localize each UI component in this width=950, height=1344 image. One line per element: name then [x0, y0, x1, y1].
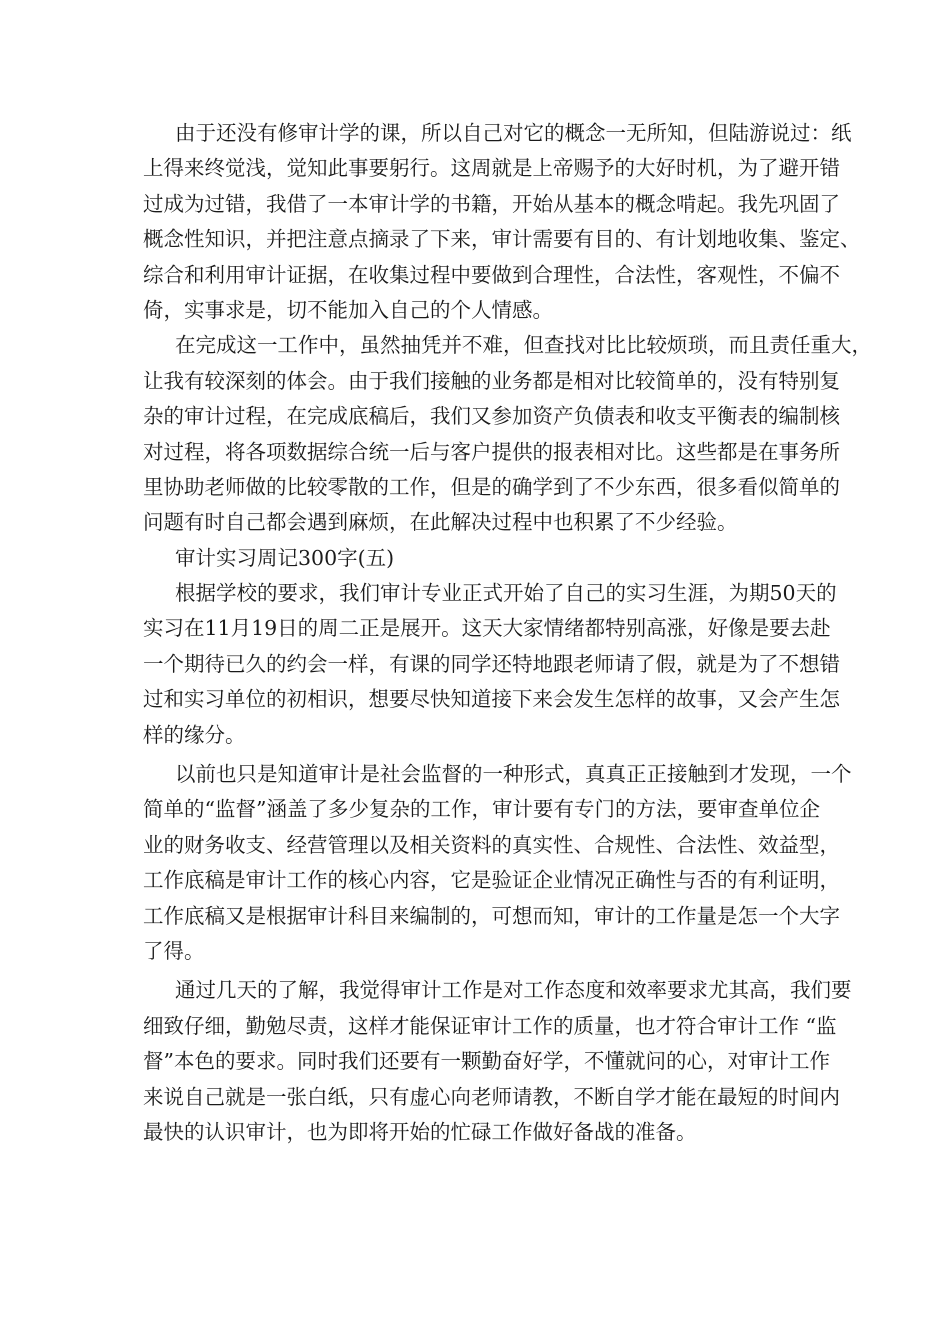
text-line: 细致仔细，勤勉尽责，这样才能保证审计工作的质量，也才符合审计工作 “监	[143, 1013, 837, 1038]
text-line: 业的财务收支、经营管理以及相关资料的真实性、合规性、合法性、效益型，	[143, 832, 840, 857]
text-line: 上得来终觉浅，觉知此事要躬行。这周就是上帝赐予的大好时机，为了避开错	[143, 156, 840, 181]
paragraph	[143, 116, 861, 328]
text-line: 根据学校的要求，我们审计专业正式开始了自己的实习生涯，为期50天的	[175, 581, 837, 606]
paragraph	[143, 757, 852, 969]
document-body	[143, 116, 872, 1150]
text-line: 通过几天的了解，我觉得审计工作是对工作态度和效率要求尤其高，我们要	[175, 978, 852, 1003]
text-line: 样的缘分。	[143, 722, 246, 747]
text-line: 由于还没有修审计学的课，所以自己对它的概念一无所知，但陆游说过：纸	[175, 121, 852, 145]
text-line: 对过程，将各项数据综合统一后与客户提供的报表相对比。这些都是在事务所	[143, 439, 840, 464]
text-line: 工作底稿是审计工作的核心内容，它是验证企业情况正确性与否的有利证明，	[143, 868, 840, 893]
text-line: 最快的认识审计，也为即将开始的忙碌工作做好备战的准备。	[143, 1119, 697, 1144]
text-line: 综合和利用审计证据，在收集过程中要做到合理性，合法性，客观性，不偏不	[143, 262, 840, 287]
paragraph	[143, 576, 840, 753]
text-line: 督”本色的要求。同时我们还要有一颗勤奋好学，不懂就问的心，对审计工作	[143, 1049, 830, 1074]
text-line: 实习在11月19日的周二正是展开。这天大家情绪都特别高涨，好像是要去赴	[143, 616, 831, 641]
text-line: 过和实习单位的初相识，想要尽快知道接下来会发生怎样的故事，又会产生怎	[143, 687, 840, 712]
paragraph	[143, 328, 872, 540]
text-line: 了得。	[143, 938, 205, 963]
text-line: 过成为过错，我借了一本审计学的书籍，开始从基本的概念啃起。我先巩固了	[143, 191, 840, 216]
text-line: 工作底稿又是根据审计科目来编制的，可想而知，审计的工作量是怎一个大字	[143, 903, 840, 928]
heading-line: 审计实习周记300字(五)	[175, 545, 395, 570]
text-line: 一个期待已久的约会一样，有课的同学还特地跟老师请了假，就是为了不想错	[143, 651, 840, 676]
text-line: 问题有时自己都会遇到麻烦，在此解决过程中也积累了不少经验。	[143, 510, 738, 535]
text-line: 在完成这一工作中，虽然抽凭并不难，但查找对比比较烦琐，而且责任重大，	[175, 333, 872, 358]
text-line: 里协助老师做的比较零散的工作，但是的确学到了不少东西，很多看似简单的	[143, 474, 840, 499]
text-line: 让我有较深刻的体会。由于我们接触的业务都是相对比较简单的，没有特别复	[143, 368, 840, 393]
section-heading	[143, 541, 823, 576]
paragraph	[143, 973, 852, 1150]
text-line: 简单的“监督”涵盖了多少复杂的工作，审计要有专门的方法，要审查单位企	[143, 797, 820, 822]
text-line: 以前也只是知道审计是社会监督的一种形式，真真正正接触到才发现，一个	[175, 762, 852, 787]
text-line: 倚，实事求是，切不能加入自己的个人情感。	[143, 297, 553, 322]
text-line: 概念性知识，并把注意点摘录了下来，审计需要有目的、有计划地收集、鉴定、	[143, 227, 861, 252]
text-line: 来说自己就是一张白纸，只有虚心向老师请教，不断自学才能在最短的时间内	[143, 1084, 840, 1109]
text-line: 杂的审计过程，在完成底稿后，我们又参加资产负债表和收支平衡表的编制核	[143, 404, 840, 429]
